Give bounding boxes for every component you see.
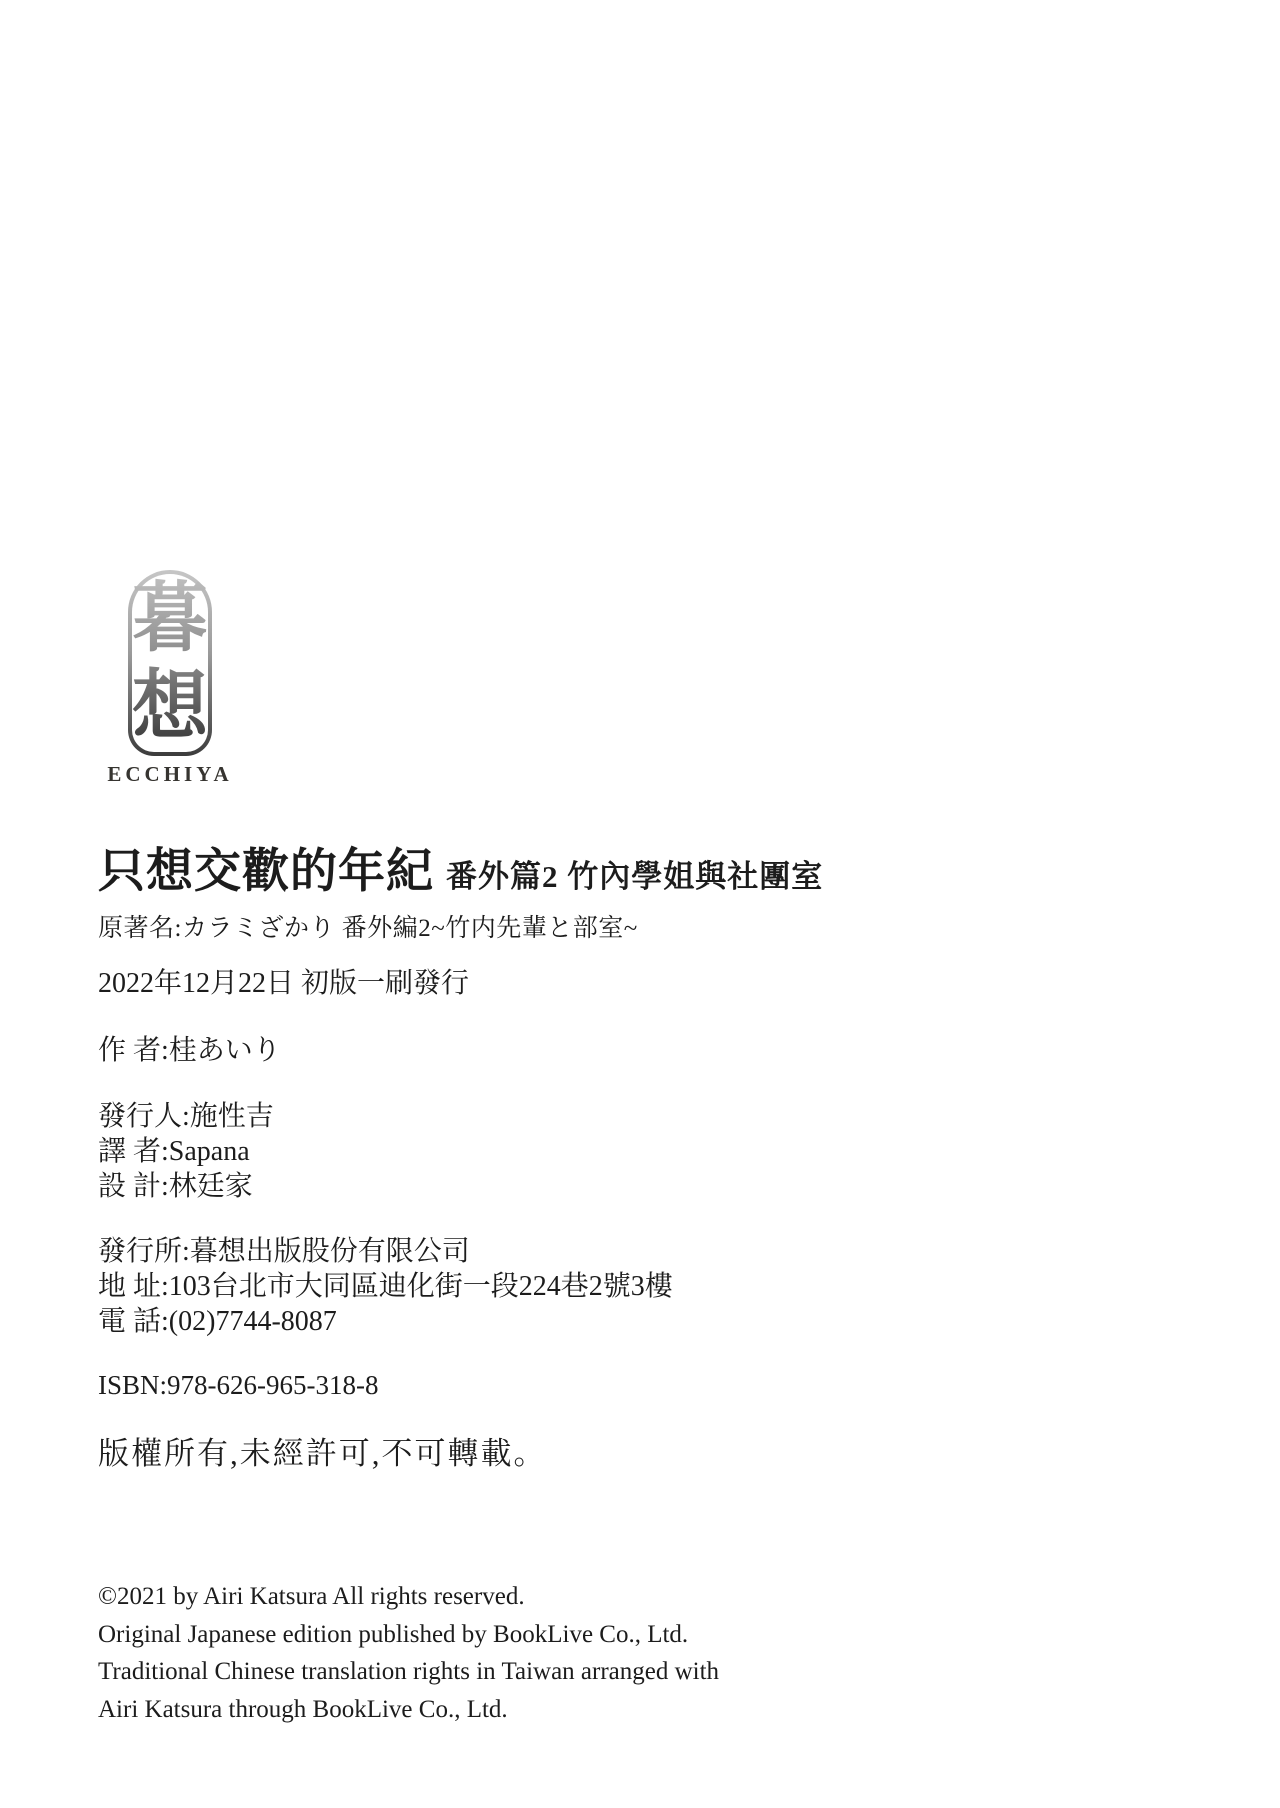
colon-separator: : xyxy=(159,1370,168,1400)
credit-phone-label: 電 話 xyxy=(98,1306,162,1337)
credit-phone-value: (02)7744-8087 xyxy=(168,1306,337,1337)
credit-address-value: 103台北市大同區迪化街一段224巷2號3樓 xyxy=(168,1271,673,1302)
colon-separator: : xyxy=(161,1136,169,1167)
credit-phone xyxy=(98,1304,673,1339)
book-title: 只想交歡的年紀 xyxy=(98,846,434,898)
rights-notice: 版權所有,未經許可,不可轉載。 xyxy=(98,1436,547,1471)
credit-author xyxy=(98,1033,281,1068)
original-title: 原著名:カラミざかり 番外編2~竹内先輩と部室~ xyxy=(98,915,638,942)
colon-separator: : xyxy=(182,1101,190,1132)
colon-separator: : xyxy=(161,1171,169,1202)
credit-translator xyxy=(98,1134,274,1169)
copyright-line: Traditional Chinese translation rights in Taiwan arranged with xyxy=(98,1658,720,1685)
colon-separator: : xyxy=(182,1236,190,1267)
seal-char-top: 暮 xyxy=(132,577,208,662)
credit-designer xyxy=(98,1169,274,1204)
copyright-line: Original Japanese edition published by BookLive Co., Ltd. xyxy=(98,1620,689,1648)
seal-characters xyxy=(128,570,212,756)
credit-publisher-person xyxy=(98,1099,274,1134)
credit-designer-value: 林廷家 xyxy=(168,1171,253,1202)
colon-separator: : xyxy=(161,1035,169,1066)
isbn-line xyxy=(98,1370,379,1401)
isbn-value: 978-626-965-318-8 xyxy=(167,1370,379,1400)
credit-address-label: 地 址 xyxy=(98,1271,162,1302)
copyright-line: ©2021 by Airi Katsura All rights reserved. xyxy=(98,1583,525,1610)
credit-designer-label: 設 計 xyxy=(98,1171,162,1202)
credit-publishing-house-label: 發行所 xyxy=(98,1236,183,1267)
copyright-line: Airi Katsura through BookLive Co., Ltd. xyxy=(98,1695,508,1723)
copyright-block xyxy=(98,1578,719,1728)
book-title-line xyxy=(98,834,823,901)
credit-publisher-person-label: 發行人 xyxy=(98,1101,183,1132)
title-block xyxy=(98,834,823,944)
credit-address xyxy=(98,1269,673,1304)
credit-office-group xyxy=(98,1234,673,1339)
credit-translator-value: Sapana xyxy=(168,1136,250,1167)
publisher-seal-icon xyxy=(128,570,212,756)
credit-publishing-house-value: 暮想出版股份有限公司 xyxy=(189,1236,470,1267)
colon-separator: : xyxy=(161,1306,169,1337)
credit-translator-label: 譯 者 xyxy=(98,1136,162,1167)
publisher-logo xyxy=(106,570,234,787)
book-title-edition: 番外篇2 竹內學姐與社團室 xyxy=(446,859,824,894)
seal-char-bottom: 想 xyxy=(132,664,208,749)
credit-author-label: 作 者 xyxy=(98,1035,162,1066)
credit-publishing-house xyxy=(98,1234,673,1269)
credit-publisher-person-value: 施性吉 xyxy=(189,1101,274,1132)
credit-author-value: 桂あいり xyxy=(168,1035,281,1066)
credit-staff-group xyxy=(98,1099,274,1204)
publisher-name: ECCHIYA xyxy=(107,762,233,786)
colon-separator: : xyxy=(161,1271,169,1302)
isbn-label: ISBN xyxy=(98,1370,160,1400)
edition-date-line: 2022年12月22日 初版一刷發行 xyxy=(98,968,470,999)
